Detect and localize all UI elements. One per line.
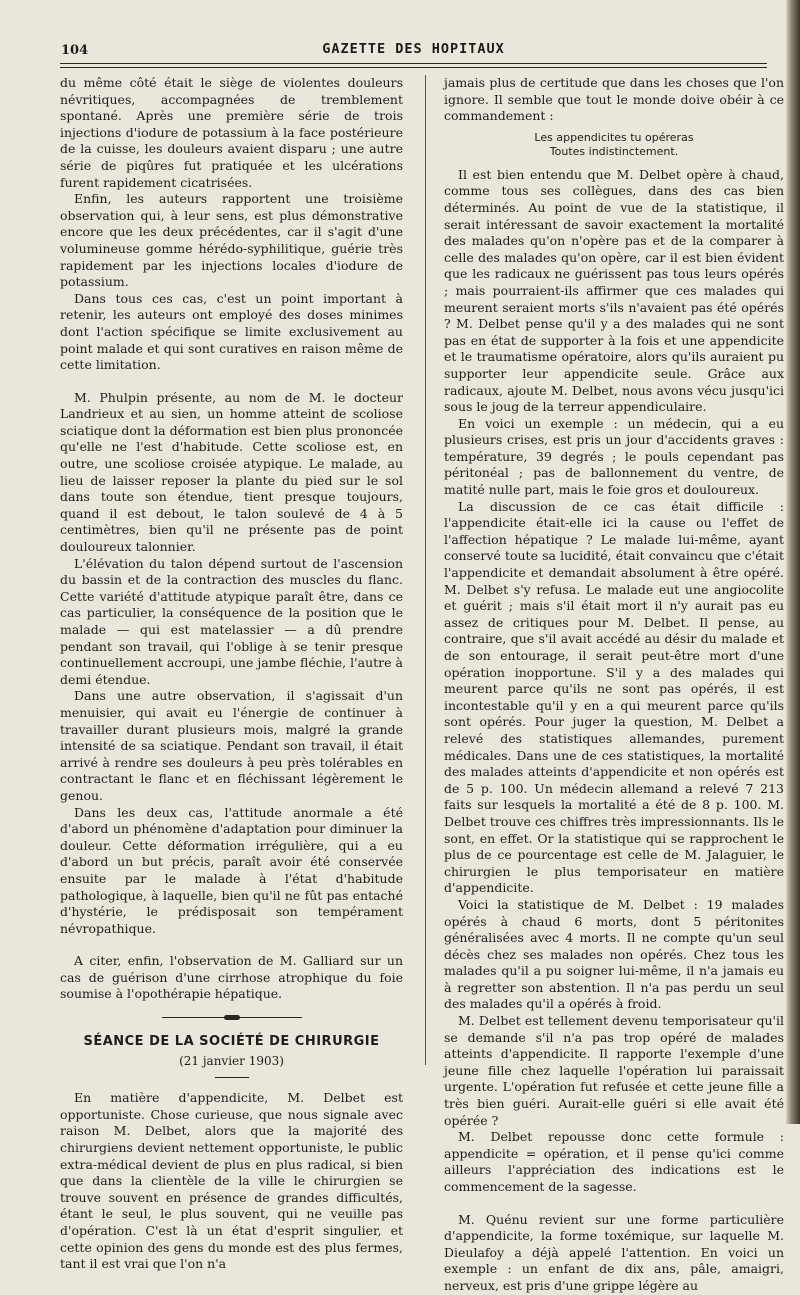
paragraph: Voici la statistique de M. Delbet : 19 malades opérés à chaud 6 morts, dont 5 péritonites généralisées avec 4 morts. Il ne compte qu'un seul décès chez ses malades non opérés. Chez tous les malades qu'il a pu soigner lui-même, il n'a jamais eu à regretter son abstention. Il n'a pas perdu un seul des malades qu'il a opérés à froid. — [444, 896, 784, 1012]
header-rule — [60, 63, 767, 68]
verse-line: Les appendicites tu opéreras — [534, 130, 694, 144]
section-title: SÉANCE DE LA SOCIÉTÉ DE CHIRURGIE — [83, 1034, 380, 1050]
section-subrule — [215, 1077, 249, 1078]
paragraph: Enfin, les auteurs rapportent une troisième observation qui, à leur sens, est plus démonstrative encore que les deux précédentes, car il s'agit d'une volumineuse gomme hérédo-syphilitique, guérie très rapidement par les injections locales d'iodure de potassium. — [60, 191, 403, 290]
paragraph: La discussion de ce cas était difficile : l'appendicite était-elle ici la cause ou l'effet de l'affection hépatique ? Le malade lui-même, ayant conservé toute sa lucidité, était convaincu que c'était l'appendicite et demandait absolument à être opéré. M. Delbet s'y refusa. Le malade eut une angiocolite et guérit ; mais s'il était mort il n'y aurait pas eu assez de critiques pour M. Delbet. Il pense, au contraire, que s'il avait accédé au désir du malade et de son entourage, il serait peut-être mort d'une opération inopportune. S'il y a des malades qui meurent parce qu'ils ne sont pas opérés, il est incontestable qu'il y en a qui meurent parce qu'ils sont opérés. Pour juger la question, M. Delbet a relevé des statistiques allemandes, purement médicales. Dans une de ces statistiques, la mortalité des malades atteints d'appendicite et non opérés est de 5 p. 100. Un médecin allemand a relevé 7 213 faits sur lesquels la mortalité a été de 8 p. 100. M. Delbet trouve ces chiffres très impressionnants. Ils le sont, en effet. Or la statistique qui se rapprochent le plus de ce pourcentage est celle de M. Jalaguier, le chirurgien le plus temporisateur en matière d'appendicite. — [444, 498, 784, 896]
section-separator — [162, 1017, 302, 1018]
right-column — [444, 75, 784, 1295]
section-date: (21 janvier 1903) — [179, 1053, 284, 1068]
paragraph: Il est bien entendu que M. Delbet opère à chaud, comme tous ses collègues, dans des cas bien déterminés. Au point de vue de la statistique, il serait intéressant de savoir exactement la mortalité des malades qu'on n'opère pas et de la comparer à celle des malades qu'on opère, car il est bien évident que les radicaux ne guérissent pas tous leurs opérés ; mais pourraient-ils affirmer que ces malades qui meurent seraient morts s'ils n'avaient pas été opérés ? M. Delbet pense qu'il y a des malades qui ne sont pas en état de supporter à la fois et une appendicite et le traumatisme opératoire, alors qu'ils auraient pu supporter leur appendicite seule. Grâce aux radicaux, ajoute M. Delbet, nous avons vécu jusqu'ici sous le joug de la terreur appendiculaire. — [444, 166, 784, 415]
column-divider — [425, 75, 426, 1065]
paragraph: du même côté était le siège de violentes douleurs névritiques, accompagnées de tremblement spontané. Après une première série de trois injections d'iodure de potassium à la face postérieure de la cuisse, les douleurs avaient disparu ; une autre série de piqûres fut pratiquée et les ulcérations furent rapidement cicatrisées. — [60, 75, 403, 190]
paragraph: Dans une autre observation, il s'agissait d'un menuisier, qui avait eu l'énergie de continuer à travailler durant plusieurs mois, malgré la grande intensité de sa sciatique. Pendant son travail, il était arrivé à rendre ses douleurs à peu près tolérables en contractant le flanc et en fléchissant légèrement le genou. — [60, 688, 403, 803]
page-edge-shadow — [786, 0, 800, 1124]
paragraph: Dans les deux cas, l'attitude anormale a été d'abord un phénomène d'adaptation pour diminuer la douleur. Cette déformation irrégulière, qui a eu d'abord un but précis, paraît avoir été conservée ensuite par le malade à l'état d'habitude pathologique, à laquelle, bien qu'il ne fût pas entaché d'hystérie, le prédisposait son tempérament névropathique. — [60, 804, 403, 936]
page-number: 104 — [61, 43, 89, 58]
paragraph: En voici un exemple : un médecin, qui a eu plusieurs crises, est pris un jour d'accidents graves : température, 39 degrés ; le pouls cependant pas péritonéal ; pas de ballonnement du ventre, de matité nulle part, mais le foie gros et douloureux. — [444, 415, 784, 498]
page-header — [60, 36, 767, 66]
paragraph: M. Phulpin présente, au nom de M. le docteur Landrieux et au sien, un homme atteint de scoliose sciatique dont la déformation est bien plus prononcée qu'elle ne l'est d'habitude. Cette scoliose est, en outre, une scoliose croisée atypique. Le malade, au lieu de laisser reposer la plante du pied sur le sol dans toute son étendue, tient presque toujours, quand il est debout, le talon soulevé de 4 à 5 centimètres, bien qu'il ne présente pas de point douloureux talonnier. — [60, 389, 403, 555]
paragraph: Dans tous ces cas, c'est un point important à retenir, les auteurs ont employé des doses minimes dont l'action spécifique se limite exclusivement au point malade et qui sont curatives en raison même de cette limitation. — [60, 290, 403, 373]
paragraph: M. Delbet est tellement devenu temporisateur qu'il se demande s'il n'a pas trop opéré de malades atteints d'appendicite. Il rapporte l'exemple d'une jeune fille chez laquelle l'opération lui paraissait urgente. L'opération fut refusée et cette jeune fille a très bien guéri. Aurait-elle guéri si elle avait été opérée ? — [444, 1013, 784, 1128]
paragraph: En matière d'appendicite, M. Delbet est opportuniste. Chose curieuse, que nous signale avec raison M. Delbet, alors que la majorité des chirurgiens devient nettement opportuniste, le public extra-médical devient de plus en plus radical, si bien que dans la clientèle de la ville le chirurgien se trouve souvent en présence de grandes difficultés, étant le seul, le plus souvent, qui ne veuille pas d'opération. C'est là un état d'esprit singulier, et cette opinion des gens du monde est des plus fermes, tant il est vrai que l'on n'a — [60, 1090, 403, 1272]
paragraph: A citer, enfin, l'observation de M. Galliard sur un cas de guérison d'une cirrhose atrophique du foie soumise à l'opothérapie hépatique. — [60, 953, 403, 1002]
paragraph: M. Quénu revient sur une forme particulière d'appendicite, la forme toxémique, sur laquelle M. Dieulafoy a déjà appelé l'attention. En voici un exemple : un enfant de dix ans, pâle, amaigri, nerveux, est pris d'une grippe légère au — [444, 1211, 784, 1293]
verse-quote — [444, 131, 784, 159]
journal-title: GAZETTE DES HOPITAUX — [322, 41, 505, 57]
paragraph: L'élévation du talon dépend surtout de l'ascension du bassin et de la contraction des muscles du flanc. Cette variété d'attitude atypique paraît être, dans ce cas particulier, la conséquence de la position que le malade — qui est matelassier — a dû prendre pendant son travail, qui l'oblige à se tenir presque continuellement accroupi, une jambe fléchie, l'autre à demi étendue. — [60, 555, 403, 687]
left-column — [60, 75, 403, 1273]
paragraph: M. Delbet repousse donc cette formule : appendicite = opération, et il pense qu'ici comme ailleurs l'appréciation des indications est le commencement de la sagesse. — [444, 1129, 784, 1194]
verse-line: Toutes indistinctement. — [549, 144, 679, 158]
paragraph: jamais plus de certitude que dans les choses que l'on ignore. Il semble que tout le monde doive obéir à ce commandement : — [444, 75, 784, 124]
